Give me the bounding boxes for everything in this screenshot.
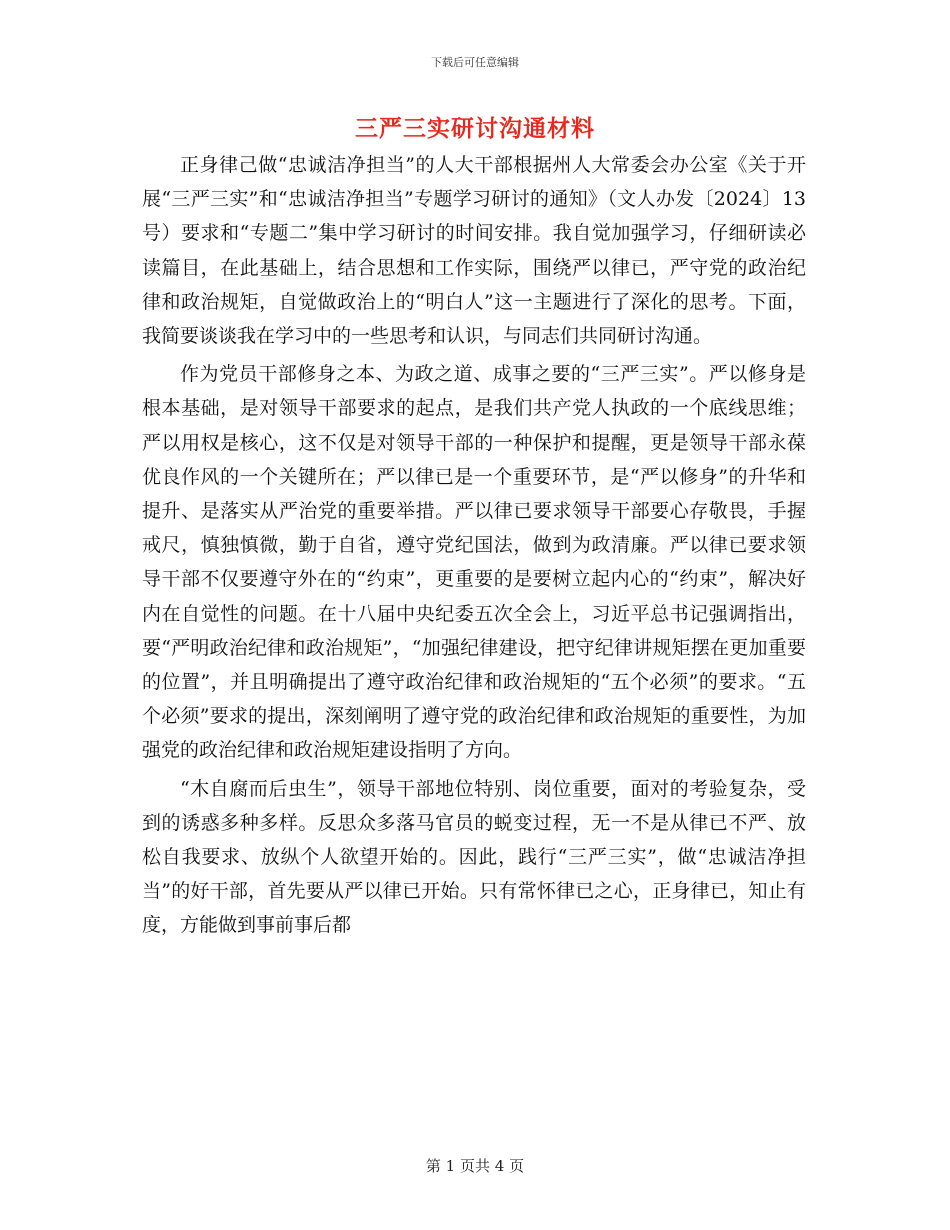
document-body <box>142 148 806 947</box>
document-title: 三严三实研讨沟通材料 <box>355 116 595 142</box>
paragraph-2: 作为党员干部修身之本、为政之道、成事之要的“三严三实”。严以修身是根本基础，是对领导干部要求的起点，是我们共产党人执政的一个底线思维；严以用权是核心，这不仅是对领导干部的一种保护和提醒，更是领导干部永葆优良作风的一个关键所在；严以律已是一个重要环节，是“严以修身”的升华和提升、是落实从严治党的重要举措。严以律已要求领导干部要心存敬畏，手握戒尺，慎独慎微，勤于自省，遵守党纪国法，做到为政清廉。严以律已要求领导干部不仅要遵守外在的“约束”，更重要的是要树立起内心的“约束”，解决好内在自觉性的问题。在十八届中央纪委五次全会上，习近平总书记强调指出，要“严明政治纪律和政治规矩”，“加强纪律建设，把守纪律讲规矩摆在更加重要的位置”，并且明确提出了遵守政治纪律和政治规矩的“五个必须”的要求。“五个必须”要求的提出，深刻阐明了遵守党的政治纪律和政治规矩的重要性，为加强党的政治纪律和政治规矩建设指明了方向。 <box>142 363 806 762</box>
paragraph-1: 正身律己做“忠诚洁净担当”的人大干部根据州人大常委会办公室《关于开展“三严三实”和“忠诚洁净担当”专题学习研讨的通知》（文人办发〔2024〕13号）要求和“专题二”集中学习研讨的时间安排。我自觉加强学习，仔细研读必读篇目，在此基础上，结合思想和工作实际，围绕严以律已，严守党的政治纪律和政治规矩，自觉做政治上的“明白人”这一主题进行了深化的思考。下面，我简要谈谈我在学习中的一些思考和认识，与同志们共同研讨沟通。 <box>142 154 806 348</box>
page-number-footer: 第 1 页共 4 页 <box>425 1157 525 1175</box>
page-header-note: 下载后可任意编辑 <box>431 56 519 69</box>
paragraph-3: “木自腐而后虫生”，领导干部地位特别、岗位重要，面对的考验复杂，受到的诱惑多种多样。反思众多落马官员的蜕变过程，无一不是从律已不严、放松自我要求、放纵个人欲望开始的。因此，践行“三严三实”，做“忠诚洁净担当”的好干部，首先要从严以律已开始。只有常怀律已之心，正身律已，知止有度，方能做到事前事后都 <box>142 777 806 937</box>
